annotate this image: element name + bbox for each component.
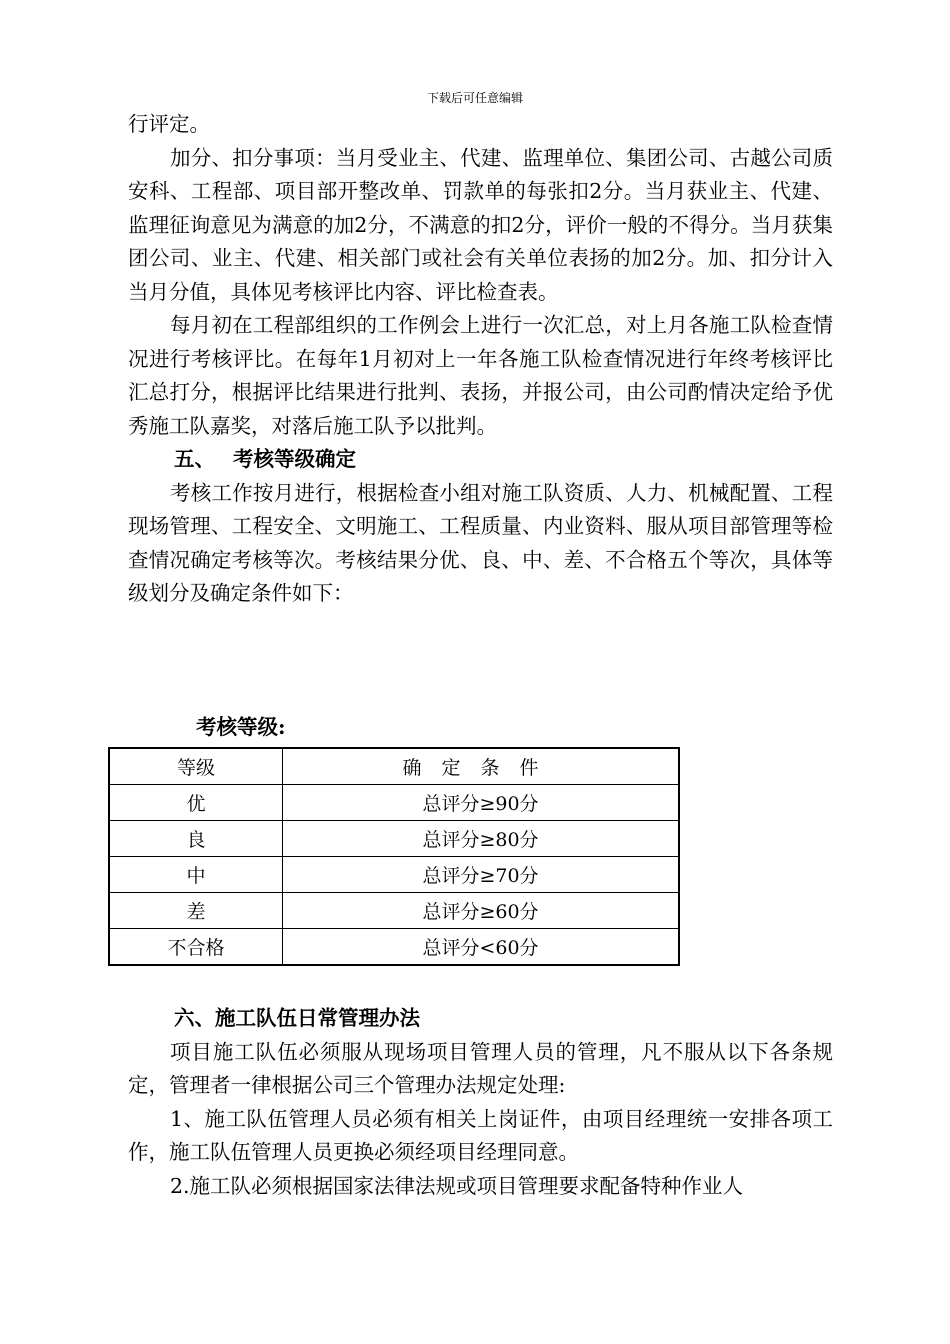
condition-cell: 总评分≥60分 <box>283 893 680 929</box>
header-grade: 等级 <box>109 748 283 785</box>
section-5-body: 考核工作按月进行，根据检查小组对施工队资质、人力、机械配置、工程现场管理、工程安全、文明施工、工程质量、内业资料、服从项目部管理等检查情况确定考核等次。考核结果分优、良、中、差、不合格五个等次，具体等级划分及确定条件如下： <box>128 480 833 605</box>
section-6-item-1: 1、施工队伍管理人员必须有相关上岗证件，由项目经理统一安排各项工作，施工队伍管理人员更换必须经项目经理同意。 <box>128 1106 833 1164</box>
table-row <box>109 857 679 893</box>
paragraph-continuation: 行评定。 <box>128 112 210 136</box>
page-header-note: 下载后可任意编辑 <box>426 91 523 105</box>
table-row <box>109 929 679 966</box>
section-5-title: 考核等级确定 <box>233 447 356 471</box>
grade-cell: 差 <box>109 893 283 929</box>
grade-cell: 中 <box>109 857 283 893</box>
document-body <box>128 108 833 611</box>
section-6 <box>128 1002 833 1203</box>
header-condition: 确定条件 <box>283 748 680 785</box>
section-6-heading: 六、施工队伍日常管理办法 <box>174 1006 420 1030</box>
condition-cell: 总评分≥80分 <box>283 821 680 857</box>
table-row <box>109 785 679 821</box>
condition-cell: 总评分<60分 <box>283 929 680 966</box>
section-6-item-2: 2.施工队必须根据国家法律法规或项目管理要求配备特种作业人 <box>170 1173 744 1198</box>
grade-cell: 优 <box>109 785 283 821</box>
paragraph-monthly-summary: 每月初在工程部组织的工作例会上进行一次汇总，对上月各施工队检查情况进行考核评比。在每年1月初对上一年各施工队检查情况进行年终考核评比汇总打分，根据评比结果进行批判、表扬，并报公司，由公司酌情决定给予优秀施工队嘉奖，对落后施工队予以批判。 <box>128 313 833 438</box>
grade-cell: 不合格 <box>109 929 283 966</box>
condition-cell: 总评分≥70分 <box>283 857 680 893</box>
grade-table-title: 考核等级: <box>196 715 286 739</box>
condition-cell: 总评分≥90分 <box>283 785 680 821</box>
table-row <box>109 821 679 857</box>
section-5-number: 五、 <box>174 447 215 471</box>
paragraph-scoring-rules: 加分、扣分事项：当月受业主、代建、监理单位、集团公司、古越公司质安科、工程部、项目部开整改单、罚款单的每张扣2分。当月获业主、代建、监理征询意见为满意的加2分，不满意的扣2分，评价一般的不得分。当月获集团公司、业主、代建、相关部门或社会有关单位表扬的加2分。加、扣分计入当月分值，具体见考核评比内容、评比检查表。 <box>128 145 833 304</box>
grade-table <box>108 747 680 966</box>
table-row <box>109 893 679 929</box>
section-5-heading <box>128 443 833 477</box>
grade-cell: 良 <box>109 821 283 857</box>
section-6-body: 项目施工队伍必须服从现场项目管理人员的管理，凡不服从以下各条规定，管理者一律根据公司三个管理办法规定处理: <box>128 1039 833 1097</box>
table-header-row <box>109 748 679 785</box>
